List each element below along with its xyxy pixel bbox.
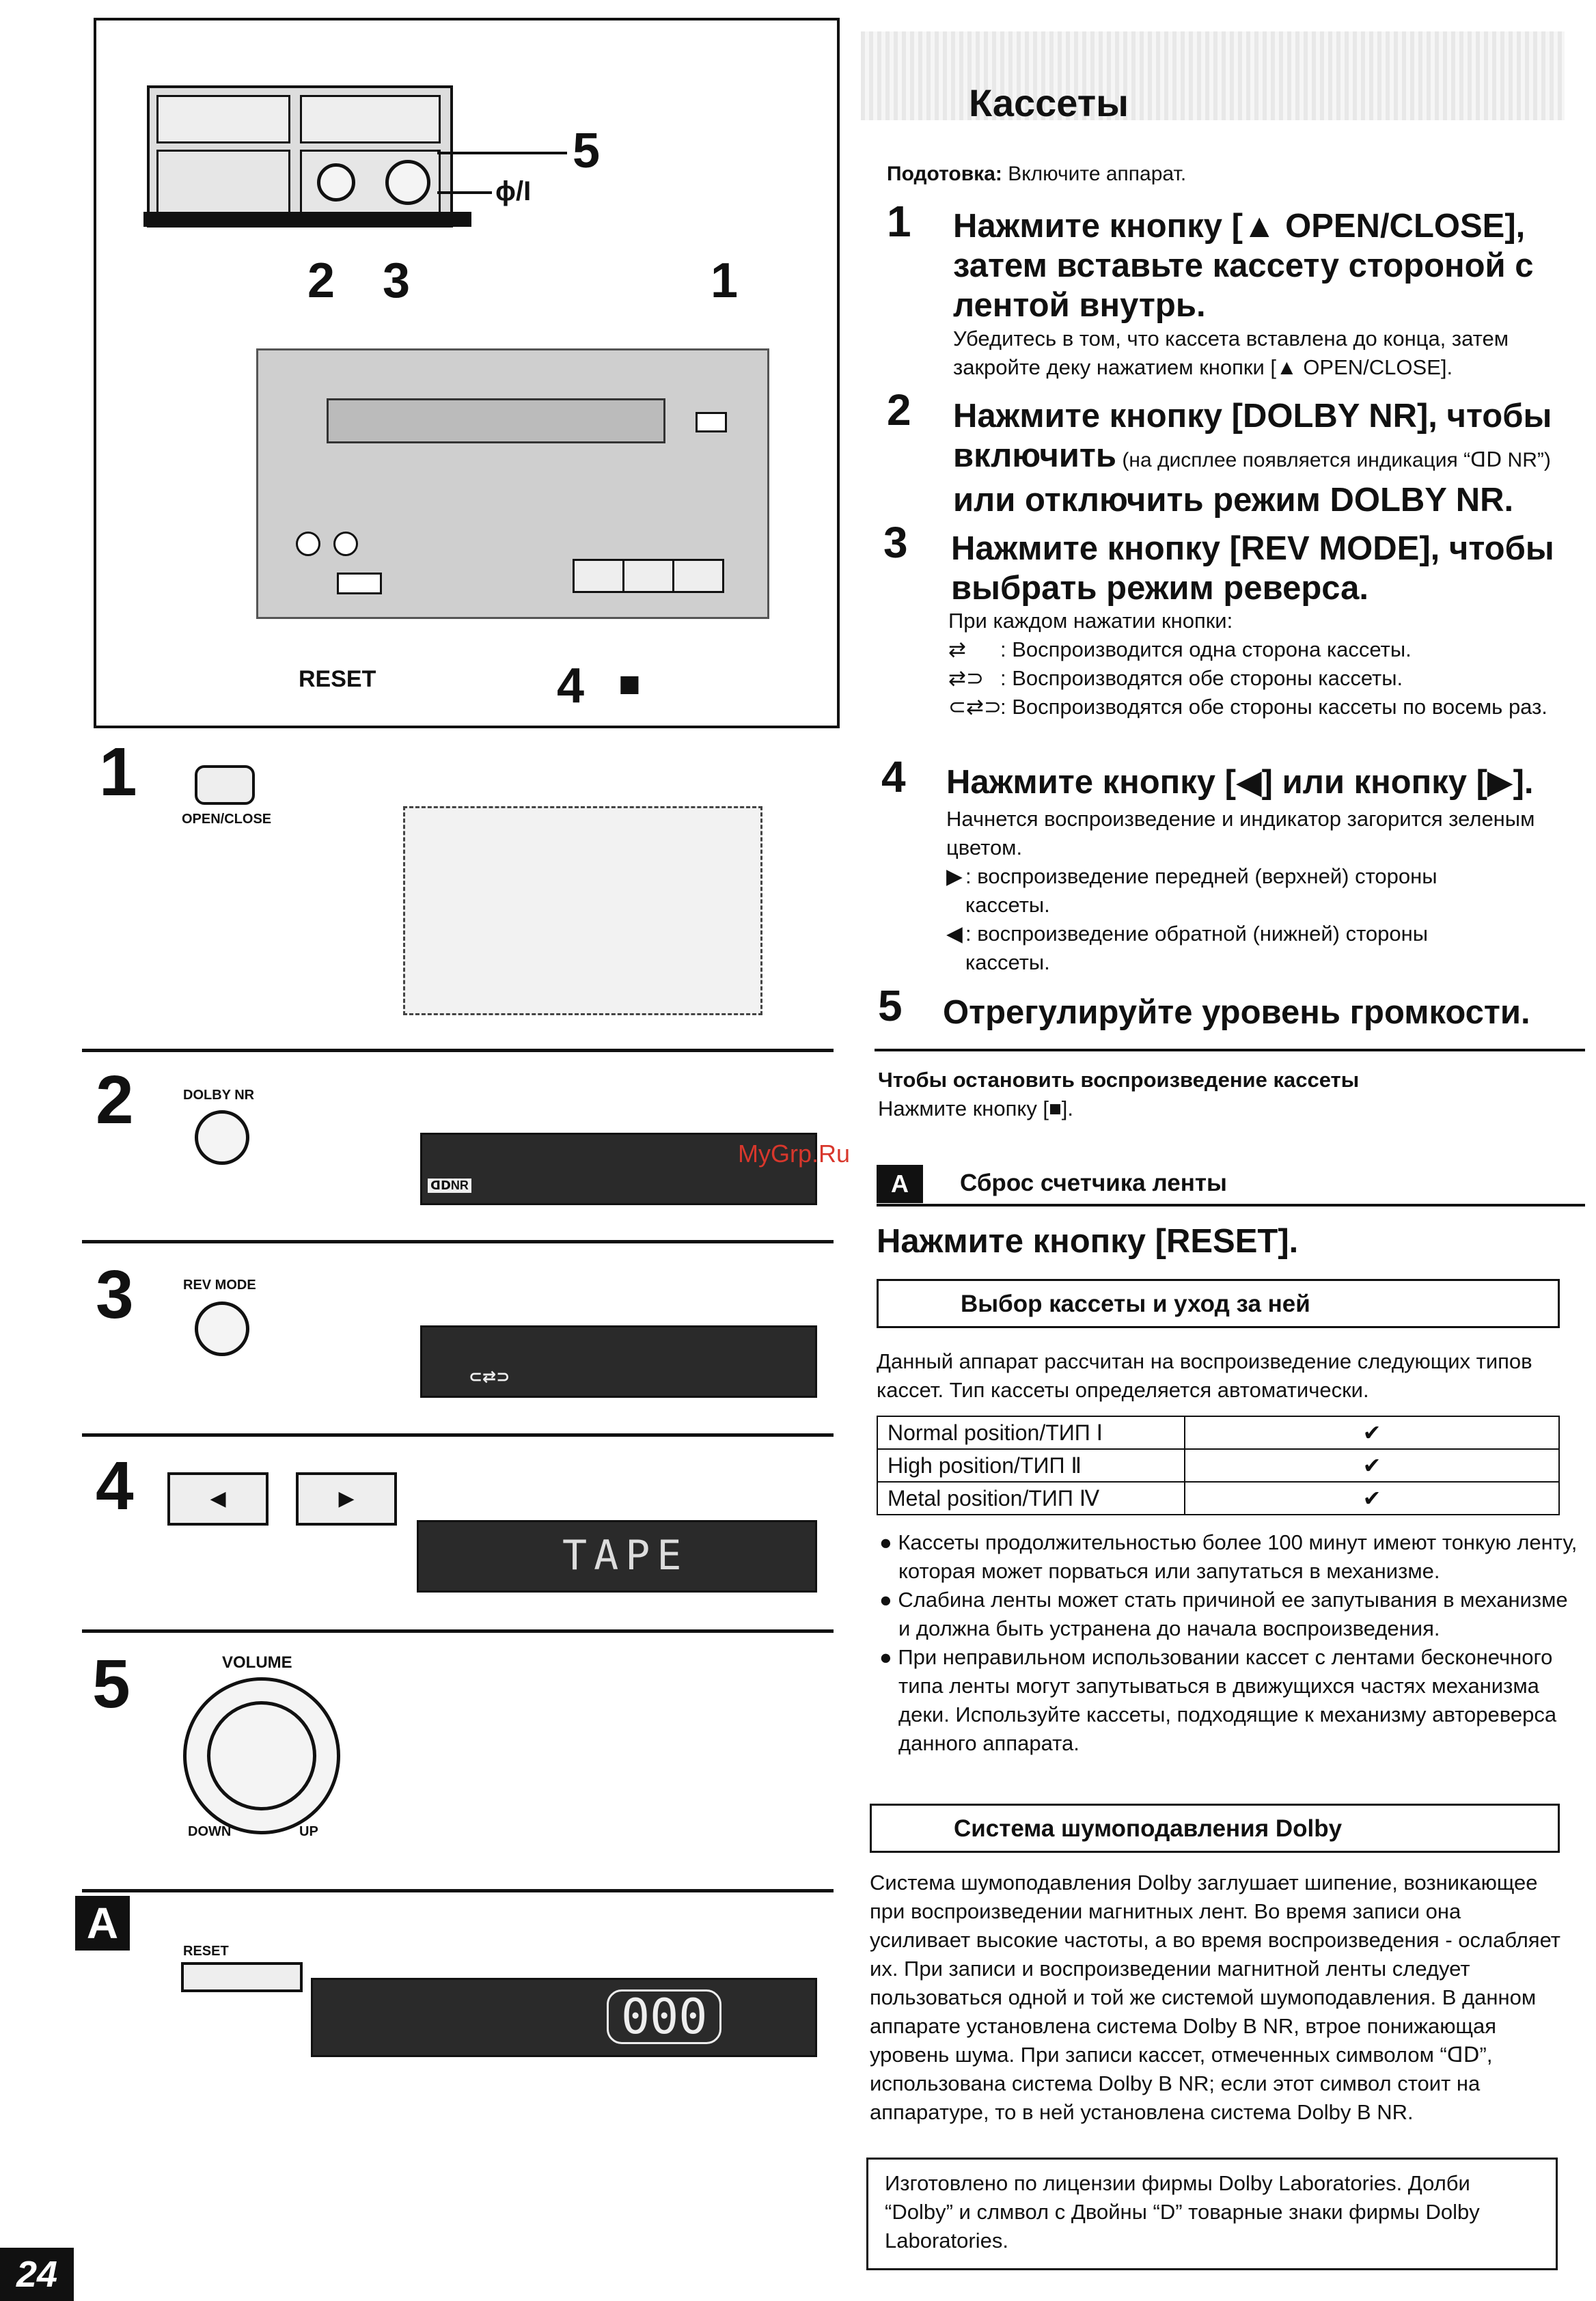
list-item: ▶ : воспроизведение передней (верхней) стороны кассеты. [946, 862, 1547, 920]
cassette-deck-panel [256, 348, 769, 619]
rev-mode-indicator: ⊂⇄⊃ [469, 1368, 510, 1386]
rev-mode-label: REV MODE [183, 1278, 256, 1293]
callout-line [437, 191, 492, 194]
callout-2: 2 [307, 253, 335, 308]
license-text: Изготовлено по лицензии фирмы Dolby Laboratories. Долби “Dolby” и слмвол с Двойны “D” товарные знаки фирмы Dolby Laboratories. [885, 2171, 1480, 2252]
tape-type: High position/ТИП Ⅱ [877, 1449, 1185, 1482]
list-item: ◀ : воспроизведение обратной (нижней) стороны кассеты. [946, 920, 1547, 977]
reset-button-label: RESET [183, 1944, 229, 1959]
step-4-heading: Нажмите кнопку [◀] или кнопку [▶]. [946, 764, 1534, 801]
page-title: Кассеты [969, 81, 1129, 124]
dolby-indicator: ᗡᗞNR [428, 1179, 471, 1193]
divider [82, 1240, 834, 1243]
dolby-title: Система шумоподавления Dolby [954, 1815, 1343, 1842]
step-3-number: 3 [96, 1256, 134, 1333]
volume-knob-icon [183, 1677, 340, 1834]
license-box [866, 2158, 1558, 2270]
power-label: ɸ/I [495, 176, 532, 206]
divider [82, 1049, 834, 1052]
callout-4: 4 [557, 659, 585, 713]
step-5-number: 5 [878, 981, 903, 1030]
stop-text: Нажмите кнопку [■]. [878, 1097, 1073, 1120]
stereo-base [143, 212, 471, 227]
section-a-tag: A [75, 1896, 130, 1951]
callout-line [437, 152, 567, 154]
step-2-head-a: Нажмите кнопку [DOLBY NR], чтобы включить [953, 398, 1552, 474]
rev-mode-symbol: ⇄⊃ [948, 666, 984, 690]
tape-type: Normal position/ТИП Ⅰ [877, 1416, 1185, 1449]
reverse-play-button[interactable] [573, 559, 624, 593]
play-icon: ▶ [946, 864, 963, 888]
step-5-number: 5 [92, 1646, 130, 1722]
divider [82, 1629, 834, 1633]
volume-down-label: DOWN [188, 1824, 232, 1839]
tape-type: Metal position/ТИП Ⅳ [877, 1482, 1185, 1515]
open-close-button[interactable] [696, 412, 727, 432]
callout-5: 5 [573, 124, 601, 178]
rev-mode-list [948, 635, 1563, 721]
display-panel [420, 1325, 817, 1398]
step-1-text: Убедитесь в том, что кассета вставлена до конца, затем закройте деку нажатием кнопки [▲ OPEN/CLOSE]. [953, 327, 1509, 379]
reset-button-icon [181, 1962, 303, 1992]
list-item: ● Кассеты продолжительностью более 100 минут имеют тонкую ленту, которая может порваться или запутаться в механизме. [879, 1530, 1578, 1583]
list-item: ● При неправильном использовании кассет с лентами бесконечного типа ленты могут запутываться в движущихся частях механизма деки. Используйте кассеты, подходящие к механизму автореверса данного аппарата. [879, 1645, 1557, 1755]
reset-label: RESET [299, 666, 376, 692]
step-4-text: Начнется воспроизведение и индикатор загорится зеленым цветом. [946, 807, 1535, 859]
step-5-heading: Отрегулируйте уровень громкости. [943, 994, 1530, 1031]
rev-mode-symbol: ⊂⇄⊃ [948, 695, 1002, 719]
divider [82, 1889, 834, 1892]
reverse-play-icon: ◀ [167, 1472, 269, 1526]
stereo-system-image [147, 85, 453, 228]
divider [82, 1433, 834, 1437]
section-a-tag: A [877, 1165, 923, 1203]
page-number: 24 [0, 2248, 74, 2301]
step-1-number: 1 [99, 734, 137, 810]
check-icon: ✔ [1185, 1416, 1559, 1449]
dolby-nr-label: DOLBY NR [183, 1088, 255, 1103]
counter-display [311, 1978, 817, 2057]
table-row [877, 1416, 1559, 1449]
dolby-header [870, 1804, 1560, 1853]
divider [877, 1204, 1585, 1207]
reset-button[interactable] [337, 573, 382, 594]
step-4-number: 4 [96, 1448, 134, 1524]
prep-text: Включите аппарат. [1002, 163, 1187, 185]
counter-value: 000 [607, 1989, 721, 2044]
list-item: ⇄ : Воспроизводится одна сторона кассеты. [948, 635, 1563, 664]
prep-label: Подотовка: [887, 163, 1002, 185]
forward-play-button[interactable] [672, 559, 724, 593]
open-close-label: OPEN/CLOSE [182, 812, 272, 827]
step-2-number: 2 [887, 385, 911, 435]
step-2-head-small: (на дисплее появляется индикация “ᗡᗞ NR”) [1116, 449, 1551, 471]
tape-type-table [877, 1416, 1560, 1515]
callout-3: 3 [383, 253, 411, 308]
dolby-nr-button[interactable] [296, 532, 320, 556]
step-2-heading [953, 396, 1575, 520]
list-item: ● Слабина ленты может стать причиной ее запутывания в механизме и должна быть устранена до начала воспроизведения. [879, 1588, 1568, 1640]
rev-mode-symbol: ⇄ [948, 637, 966, 661]
rev-mode-knob-icon [195, 1301, 249, 1356]
volume-label: VOLUME [222, 1653, 292, 1672]
forward-play-icon: ▶ [296, 1472, 397, 1526]
step-3-number: 3 [883, 518, 908, 567]
play-direction-list [946, 862, 1547, 977]
table-row [877, 1449, 1559, 1482]
list-item: ⇄⊃ : Воспроизводятся обе стороны кассеты. [948, 664, 1563, 693]
cassette-selection-text: Данный аппарат рассчитан на воспроизведение следующих типов кассет. Тип кассеты определяется автоматически. [877, 1349, 1532, 1402]
step-1-heading: Нажмите кнопку [▲ OPEN/CLOSE], затем вставьте кассету стороной с лентой внутрь. [953, 208, 1534, 324]
rev-mode-button[interactable] [333, 532, 358, 556]
list-item: ⊂⇄⊃ : Воспроизводятся обе стороны кассеты по восемь раз. [948, 693, 1563, 721]
check-icon: ✔ [1185, 1449, 1559, 1482]
callout-1: 1 [711, 253, 739, 308]
dolby-nr-knob-icon [195, 1110, 249, 1165]
stop-heading: Чтобы остановить воспроизведение кассеты [878, 1068, 1360, 1092]
step-1-number: 1 [887, 197, 911, 246]
section-a-title: Сброс счетчика ленты [960, 1170, 1227, 1196]
dolby-text: Система шумоподавления Dolby заглушает шипение, возникающее при воспроизведении магнитных лент. Во время записи она усиливает высокие частоты, а во время воспроизведения - ослабляет их. При записи и воспроизведении магнитной ленты следует пользоваться одной и той же системой шумоподавления. В данном аппарате установлена система Dolby B NR, втрое понижающая уровень шума. При записи кассет, отмеченных символом “ᗡᗞ”, использована система Dolby B NR; если этот символ стоит на аппаратуре, то в ней установлена система Dolby B NR. [870, 1871, 1560, 2124]
cassette-insert-illustration [403, 806, 762, 1015]
step-2-number: 2 [96, 1062, 134, 1138]
cassette-selection-title: Выбор кассеты и уход за ней [961, 1291, 1310, 1317]
reverse-icon: ◀ [946, 922, 963, 946]
display-panel [417, 1520, 817, 1593]
step-2-head-b: или отключить режим DOLBY NR. [953, 482, 1514, 519]
section-a-heading: Нажмите кнопку [RESET]. [877, 1223, 1299, 1260]
tape-indicator: TAPE [562, 1532, 689, 1580]
title-band [861, 31, 1565, 120]
care-bullets [877, 1528, 1584, 1758]
preparation [887, 161, 1186, 188]
stop-symbol: ■ [618, 663, 641, 704]
volume-up-label: UP [299, 1824, 318, 1839]
step-3-heading: Нажмите кнопку [REV MODE], чтобы выбрать режим реверса. [951, 530, 1554, 607]
table-row [877, 1482, 1559, 1515]
step-4-number: 4 [881, 752, 906, 801]
step-3-intro: При каждом нажатии кнопки: [948, 609, 1233, 633]
divider [875, 1049, 1585, 1051]
eject-icon [195, 765, 255, 805]
stop-button[interactable] [622, 559, 674, 593]
cassette-selection-header [877, 1279, 1560, 1328]
watermark: MyGrp.Ru [738, 1140, 851, 1168]
check-icon: ✔ [1185, 1482, 1559, 1515]
